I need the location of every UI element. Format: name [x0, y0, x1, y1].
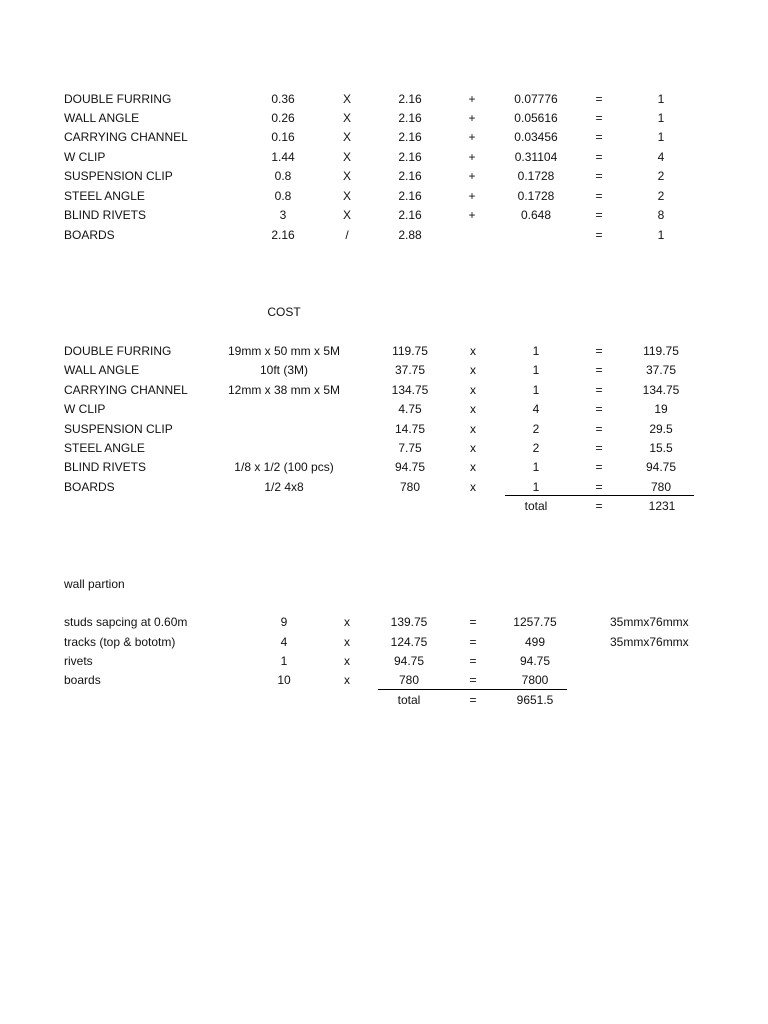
operator: X — [342, 92, 352, 106]
table-row — [0, 342, 768, 360]
operator: X — [342, 189, 352, 203]
operator: / — [345, 228, 349, 242]
line-amount: 134.75 — [642, 383, 680, 397]
table-row — [0, 381, 768, 399]
line-amount: 94.75 — [645, 460, 677, 474]
unit-price: 94.75 — [393, 654, 425, 668]
wall-total-equals: = — [469, 693, 477, 707]
plus-sign: + — [468, 150, 476, 164]
table-row — [0, 478, 768, 496]
equals-sign: = — [469, 615, 477, 629]
line-amount: 499 — [524, 635, 546, 649]
equals-sign: = — [595, 169, 603, 183]
factor-a: 3 — [279, 208, 287, 222]
table-row — [0, 148, 768, 166]
addend: 0.31104 — [514, 150, 558, 164]
item-name: boards — [64, 673, 101, 687]
factor-b: 2.16 — [398, 130, 422, 144]
result-value: 8 — [657, 208, 665, 222]
factor-a: 2.16 — [271, 228, 295, 242]
table-row — [0, 613, 768, 631]
equals-sign: = — [595, 208, 603, 222]
equals-sign: = — [595, 383, 603, 397]
multiply-sign: x — [470, 480, 476, 494]
cost-total-row — [0, 497, 768, 515]
unit-price: 780 — [399, 480, 421, 494]
multiply-sign: x — [470, 460, 476, 474]
table-row — [0, 633, 768, 651]
line-amount: 15.5 — [649, 441, 673, 455]
operator: X — [342, 208, 352, 222]
result-value: 4 — [657, 150, 665, 164]
unit-price: 94.75 — [394, 460, 426, 474]
equals-sign: = — [595, 150, 603, 164]
addend: 0.1728 — [517, 169, 555, 183]
equals-sign: = — [595, 480, 603, 494]
equals-sign: = — [469, 673, 477, 687]
quantity: 9 — [280, 615, 288, 629]
addend: 0.1728 — [517, 189, 555, 203]
item-name: BLIND RIVETS — [64, 460, 147, 474]
table-row — [0, 458, 768, 476]
item-spec: 1/2 4x8 — [264, 480, 304, 494]
quantity: 1 — [532, 480, 540, 494]
item-name: W CLIP — [64, 402, 106, 416]
factor-b: 2.88 — [398, 228, 422, 242]
equals-sign: = — [595, 363, 603, 377]
multiply-sign: x — [344, 635, 350, 649]
item-spec: 19mm x 50 mm x 5M — [227, 344, 341, 358]
item-name: BOARDS — [64, 228, 115, 242]
unit-price: 134.75 — [391, 383, 429, 397]
equals-sign: = — [595, 441, 603, 455]
equals-sign: = — [595, 422, 603, 436]
wall-total-row — [0, 691, 768, 709]
multiply-sign: x — [470, 383, 476, 397]
item-name: SUSPENSION CLIP — [64, 169, 173, 183]
item-name: STEEL ANGLE — [64, 189, 145, 203]
factor-b: 2.16 — [398, 92, 422, 106]
item-name: WALL ANGLE — [64, 363, 140, 377]
table-row — [0, 361, 768, 379]
unit-price: 124.75 — [390, 635, 428, 649]
factor-a: 0.8 — [274, 189, 292, 203]
unit-price: 37.75 — [394, 363, 426, 377]
table-row — [0, 400, 768, 418]
factor-a: 1.44 — [271, 150, 295, 164]
item-name: STEEL ANGLE — [64, 441, 145, 455]
table-row — [0, 167, 768, 185]
wall-total-label: total — [397, 693, 421, 707]
cost-heading-row — [0, 303, 768, 321]
equals-sign: = — [595, 460, 603, 474]
item-name: WALL ANGLE — [64, 111, 140, 125]
equals-sign: = — [469, 635, 477, 649]
operator: X — [342, 111, 352, 125]
cost-total-equals: = — [595, 499, 603, 513]
multiply-sign: x — [470, 422, 476, 436]
item-name: W CLIP — [64, 150, 106, 164]
multiply-sign: x — [344, 654, 350, 668]
line-amount: 780 — [650, 480, 672, 494]
multiply-sign: x — [470, 441, 476, 455]
equals-sign: = — [595, 228, 603, 242]
plus-sign: + — [468, 189, 476, 203]
table-row — [0, 671, 768, 689]
factor-b: 2.16 — [398, 111, 422, 125]
quantity: 1 — [532, 383, 540, 397]
plus-sign: + — [468, 92, 476, 106]
result-value: 1 — [657, 111, 665, 125]
unit-price: 4.75 — [398, 402, 422, 416]
factor-b: 2.16 — [398, 169, 422, 183]
plus-sign: + — [468, 169, 476, 183]
cost-total-value: 1231 — [648, 499, 676, 513]
cost-total-rule — [505, 495, 694, 496]
table-row — [0, 439, 768, 457]
factor-b: 2.16 — [398, 150, 422, 164]
multiply-sign: x — [470, 402, 476, 416]
table-row — [0, 187, 768, 205]
quantity: 2 — [532, 422, 540, 436]
wall-partition-heading: wall partion — [64, 577, 125, 591]
line-amount: 7800 — [521, 673, 549, 687]
factor-a: 0.26 — [271, 111, 295, 125]
quantity: 4 — [532, 402, 540, 416]
cost-total-label: total — [524, 499, 548, 513]
plus-sign: + — [468, 208, 476, 222]
equals-sign: = — [595, 111, 603, 125]
addend: 0.03456 — [514, 130, 558, 144]
table-row — [0, 128, 768, 146]
plus-sign: + — [468, 111, 476, 125]
wall-total-rule — [378, 689, 567, 690]
factor-a: 0.16 — [271, 130, 295, 144]
result-value: 1 — [657, 228, 665, 242]
line-amount: 29.5 — [649, 422, 673, 436]
quantity: 10 — [277, 673, 291, 687]
multiply-sign: x — [470, 363, 476, 377]
quantity: 1 — [532, 460, 540, 474]
item-spec: 10ft (3M) — [259, 363, 309, 377]
item-spec: 35mmx76mmx — [610, 635, 689, 649]
item-spec: 1/8 x 1/2 (100 pcs) — [234, 460, 334, 474]
quantity: 2 — [532, 441, 540, 455]
item-name: rivets — [64, 654, 93, 668]
plus-sign: + — [468, 130, 476, 144]
factor-a: 0.36 — [271, 92, 295, 106]
unit-price: 7.75 — [398, 441, 422, 455]
multiply-sign: x — [470, 344, 476, 358]
line-amount: 19 — [654, 402, 668, 416]
item-name: DOUBLE FURRING — [64, 344, 172, 358]
multiply-sign: x — [344, 615, 350, 629]
table-row — [0, 652, 768, 670]
table-row — [0, 90, 768, 108]
addend: 0.648 — [520, 208, 552, 222]
quantity: 1 — [280, 654, 288, 668]
line-amount: 1257.75 — [513, 615, 557, 629]
factor-b: 2.16 — [398, 208, 422, 222]
wall-total-value: 9651.5 — [516, 693, 554, 707]
quantity: 4 — [280, 635, 288, 649]
equals-sign: = — [595, 92, 603, 106]
multiply-sign: x — [344, 673, 350, 687]
item-name: CARRYING CHANNEL — [64, 130, 188, 144]
item-spec: 35mmx76mmx — [610, 615, 689, 629]
quantity: 1 — [532, 344, 540, 358]
addend: 0.05616 — [514, 111, 558, 125]
item-name: tracks (top & bototm) — [64, 635, 176, 649]
table-row — [0, 226, 768, 244]
wall-partition-heading-row — [0, 575, 768, 593]
line-amount: 94.75 — [519, 654, 551, 668]
line-amount: 119.75 — [643, 344, 679, 358]
equals-sign: = — [595, 344, 603, 358]
unit-price: 780 — [398, 673, 420, 687]
item-name: BLIND RIVETS — [64, 208, 147, 222]
result-value: 1 — [657, 92, 665, 106]
factor-b: 2.16 — [398, 189, 422, 203]
unit-price: 14.75 — [394, 422, 426, 436]
operator: X — [342, 130, 352, 144]
cost-heading: COST — [267, 305, 301, 319]
equals-sign: = — [595, 189, 603, 203]
item-name: DOUBLE FURRING — [64, 92, 172, 106]
operator: X — [342, 150, 352, 164]
equals-sign: = — [595, 130, 603, 144]
result-value: 2 — [657, 169, 665, 183]
table-row — [0, 420, 768, 438]
item-name: studs sapcing at 0.60m — [64, 615, 188, 629]
result-value: 1 — [657, 130, 665, 144]
unit-price: 139.75 — [390, 615, 428, 629]
item-name: SUSPENSION CLIP — [64, 422, 173, 436]
table-row — [0, 206, 768, 224]
factor-a: 0.8 — [274, 169, 292, 183]
addend: 0.07776 — [514, 92, 558, 106]
item-spec: 12mm x 38 mm x 5M — [227, 383, 341, 397]
operator: X — [342, 169, 352, 183]
item-name: BOARDS — [64, 480, 115, 494]
equals-sign: = — [469, 654, 477, 668]
item-name: CARRYING CHANNEL — [64, 383, 188, 397]
equals-sign: = — [595, 402, 603, 416]
unit-price: 119.75 — [392, 344, 428, 358]
table-row — [0, 109, 768, 127]
quantity: 1 — [532, 363, 540, 377]
result-value: 2 — [657, 189, 665, 203]
line-amount: 37.75 — [645, 363, 677, 377]
